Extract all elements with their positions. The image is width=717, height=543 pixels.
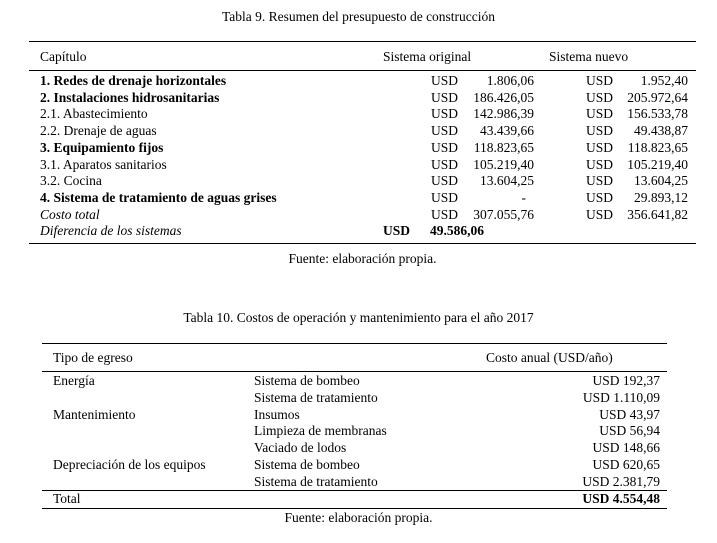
table9-row-label: 2. Instalaciones hidrosanitarias bbox=[40, 89, 220, 105]
table10-row-cost: USD 192,37 bbox=[592, 373, 660, 388]
table9-row-orig-currency: USD bbox=[431, 106, 459, 122]
table9-difference-value: 49.586,06 bbox=[430, 223, 484, 238]
table9-top-rule bbox=[29, 41, 696, 42]
table9-row-orig-currency: USD bbox=[431, 89, 459, 105]
table9-row-label: 4. Sistema de tratamiento de aguas grises bbox=[40, 189, 277, 205]
table9-row-orig-currency: USD bbox=[431, 139, 459, 155]
table9-source: Fuente: elaboración propia. bbox=[288, 251, 437, 266]
table10-header-cost: Costo anual (USD/año) bbox=[486, 350, 613, 365]
table9-row-new-value: 105.219,40 bbox=[627, 156, 688, 172]
table9-row-new-value: 13.604,25 bbox=[634, 173, 688, 189]
table9-difference-currency: USD bbox=[383, 223, 411, 238]
table9-row-orig-currency: USD bbox=[431, 189, 459, 205]
table10-row-cost: USD 43,97 bbox=[599, 406, 660, 422]
table9-row-orig-currency: USD bbox=[431, 156, 459, 172]
table9-row-new-value: 1.952,40 bbox=[640, 73, 688, 88]
table9-row-orig-value: 142.986,39 bbox=[473, 106, 534, 122]
table9-row-orig-value: 43.439,66 bbox=[480, 123, 534, 139]
table9-row-label: 1. Redes de drenaje horizontales bbox=[40, 73, 227, 88]
table10-row-item: Sistema de bombeo bbox=[254, 373, 360, 388]
table9-header-original: Sistema original bbox=[383, 49, 472, 64]
table10-row-item: Limpieza de membranas bbox=[254, 423, 387, 439]
table10-row-item: Insumos bbox=[254, 406, 300, 422]
table9-row-new-currency: USD bbox=[586, 123, 614, 139]
table10-row-cost: USD 148,66 bbox=[592, 440, 660, 456]
table9-row-label: Costo total bbox=[40, 206, 100, 222]
table10-bottom-rule bbox=[42, 508, 667, 509]
table9-row-new-currency: USD bbox=[586, 156, 614, 172]
table9-row-new-currency: USD bbox=[586, 89, 614, 105]
table9-caption: Tabla 9. Resumen del presupuesto de construcción bbox=[221, 9, 496, 24]
table9-row-new-value: 205.972,64 bbox=[627, 89, 688, 105]
table9-bottom-rule bbox=[29, 243, 696, 244]
table10-row-category: Depreciación de los equipos bbox=[53, 457, 206, 472]
table10-row-item: Sistema de tratamiento bbox=[254, 389, 378, 405]
table10-row-cost: USD 56,94 bbox=[599, 423, 660, 439]
table9-difference-label: Diferencia de los sistemas bbox=[40, 223, 182, 238]
table9-row-orig-currency: USD bbox=[431, 206, 459, 222]
table9-row-orig-currency: USD bbox=[431, 73, 459, 88]
table10-total-label: Total bbox=[53, 491, 81, 506]
table10-row-category: Energía bbox=[53, 373, 95, 388]
table9-row-label: 3.2. Cocina bbox=[40, 173, 102, 189]
table9-row-orig-value: - bbox=[521, 189, 526, 205]
table9-row-new-currency: USD bbox=[586, 73, 614, 88]
table10-source: Fuente: elaboración propia. bbox=[284, 510, 433, 525]
table9-row-orig-value: 1.806,06 bbox=[486, 73, 534, 88]
table9-header-chapter: Capítulo bbox=[40, 49, 87, 64]
table9-row-new-value: 29.893,12 bbox=[634, 189, 688, 205]
table9-row-orig-currency: USD bbox=[431, 173, 459, 189]
table10-top-rule bbox=[42, 343, 667, 344]
table9-row-new-value: 356.641,82 bbox=[627, 206, 688, 222]
table9-header-new: Sistema nuevo bbox=[549, 49, 629, 64]
table10-total-cost: USD 4.554,48 bbox=[582, 491, 660, 506]
table10-row-item: Sistema de tratamiento bbox=[254, 473, 378, 489]
table9-row-new-value: 156.533,78 bbox=[627, 106, 688, 122]
table9-row-label: 2.1. Abastecimiento bbox=[40, 106, 148, 122]
table9-row-orig-value: 118.823,65 bbox=[473, 139, 534, 155]
table10-caption: Tabla 10. Costos de operación y mantenimiento para el año 2017 bbox=[183, 310, 534, 325]
table9-row-new-currency: USD bbox=[586, 206, 614, 222]
table9-row-orig-currency: USD bbox=[431, 123, 459, 139]
table9-row-new-value: 49.438,87 bbox=[634, 123, 688, 139]
table9-row-label: 3. Equipamiento fijos bbox=[40, 139, 164, 155]
table10-row-cost: USD 1.110,09 bbox=[582, 389, 660, 405]
table9-row-orig-value: 105.219,40 bbox=[473, 156, 534, 172]
table9-row-label: 3.1. Aparatos sanitarios bbox=[40, 156, 167, 172]
table10-row-category: Mantenimiento bbox=[53, 406, 136, 422]
table10-row-item: Sistema de bombeo bbox=[254, 457, 360, 472]
table10-row-cost: USD 2.381,79 bbox=[582, 473, 660, 489]
table10-row-item: Vaciado de lodos bbox=[254, 440, 347, 456]
table9-row-new-value: 118.823,65 bbox=[627, 139, 688, 155]
table9-row-new-currency: USD bbox=[586, 106, 614, 122]
table9-row-new-currency: USD bbox=[586, 139, 614, 155]
table9-row-orig-value: 186.426,05 bbox=[473, 89, 534, 105]
table9-row-new-currency: USD bbox=[586, 173, 614, 189]
table9-row-new-currency: USD bbox=[586, 189, 614, 205]
table9-header-rule bbox=[29, 70, 696, 71]
table9-row-orig-value: 13.604,25 bbox=[480, 173, 534, 189]
table10-row-cost: USD 620,65 bbox=[592, 457, 660, 472]
table9-row-label: 2.2. Drenaje de aguas bbox=[40, 123, 157, 139]
table10-header-type: Tipo de egreso bbox=[53, 350, 133, 365]
table9-row-orig-value: 307.055,76 bbox=[473, 206, 534, 222]
table10-header-rule bbox=[42, 371, 667, 372]
